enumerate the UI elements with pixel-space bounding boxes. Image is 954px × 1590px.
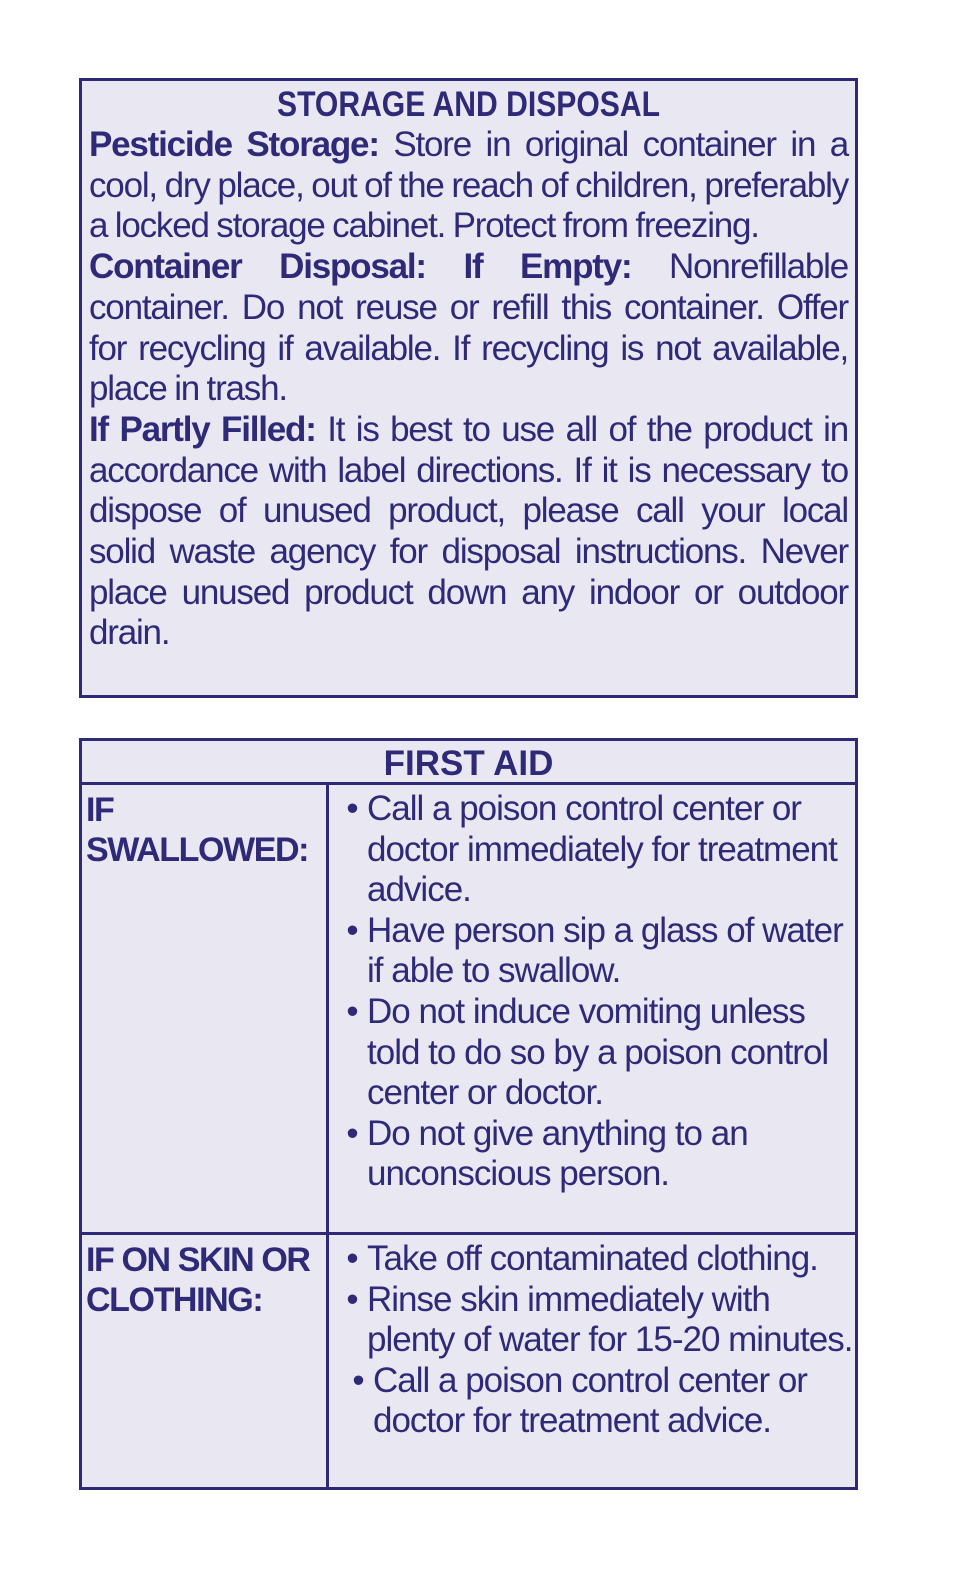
if-swallowed-instructions [329,785,855,1232]
bullet-icon: • [346,1279,358,1319]
instruction-text: Take off contaminated clothing. [367,1239,818,1278]
bullet-icon: • [346,1113,358,1153]
if-swallowed-row [82,785,855,1235]
list-item [337,1239,855,1280]
list-item [337,1361,855,1442]
bullet-icon: • [346,991,358,1031]
list-item [337,789,855,911]
bullet-icon: • [352,1360,364,1400]
if-on-skin-instructions [329,1235,855,1487]
instruction-text: Call a poison control center or doctor immediately for treatment advice. [367,789,837,910]
instruction-text: Rinse skin immediately with plenty of water for 15-20 minutes. [367,1279,853,1360]
first-aid-panel [79,738,858,1490]
container-disposal-label: Container Disposal: If Empty: [89,247,632,287]
partly-filled-paragraph [89,410,848,654]
storage-and-disposal-panel [79,78,858,698]
bullet-icon: • [346,910,358,950]
pesticide-storage-paragraph [89,125,848,247]
list-item [337,1280,855,1361]
bullet-icon: • [346,1239,358,1278]
partly-filled-text: It is best to use all of the product in accordance with label directions. If it is necessary to dispose of unused product, please call your local solid waste agency for disposal instructions. Never place unused product down any indoor or outdoor drain. [89,409,848,653]
if-on-skin-row [82,1235,855,1487]
list-item [337,911,855,992]
pesticide-storage-label: Pesticide Storage: [89,125,379,164]
first-aid-heading: FIRST AID [82,741,855,785]
container-disposal-paragraph [89,247,848,410]
instruction-text: Call a poison control center or doctor for treatment advice. [373,1360,807,1441]
partly-filled-label: If Partly Filled: [89,409,316,449]
instruction-text: Have person sip a glass of water if able to swallow. [367,910,843,991]
if-on-skin-label: IF ON SKIN OR CLOTHING: [82,1235,329,1487]
list-item [337,992,855,1114]
bullet-icon: • [346,789,358,828]
instruction-text: Do not induce vomiting unless told to do so by a poison control center or doctor. [367,991,829,1113]
if-swallowed-label: IF SWALLOWED: [82,785,329,1232]
pesticide-storage-text: Store in original container in a cool, dry place, out of the reach of children, preferably a locked storage cabinet. Protect from freezing. [89,125,848,246]
container-disposal-text: Nonrefillable container. Do not reuse or refill this container. Offer for recycling if available. If recycling is not available, place in trash. [89,247,848,409]
list-item [337,1114,855,1195]
storage-heading: STORAGE AND DISPOSAL [277,85,660,124]
instruction-text: Do not give anything to an unconscious person. [367,1113,748,1194]
